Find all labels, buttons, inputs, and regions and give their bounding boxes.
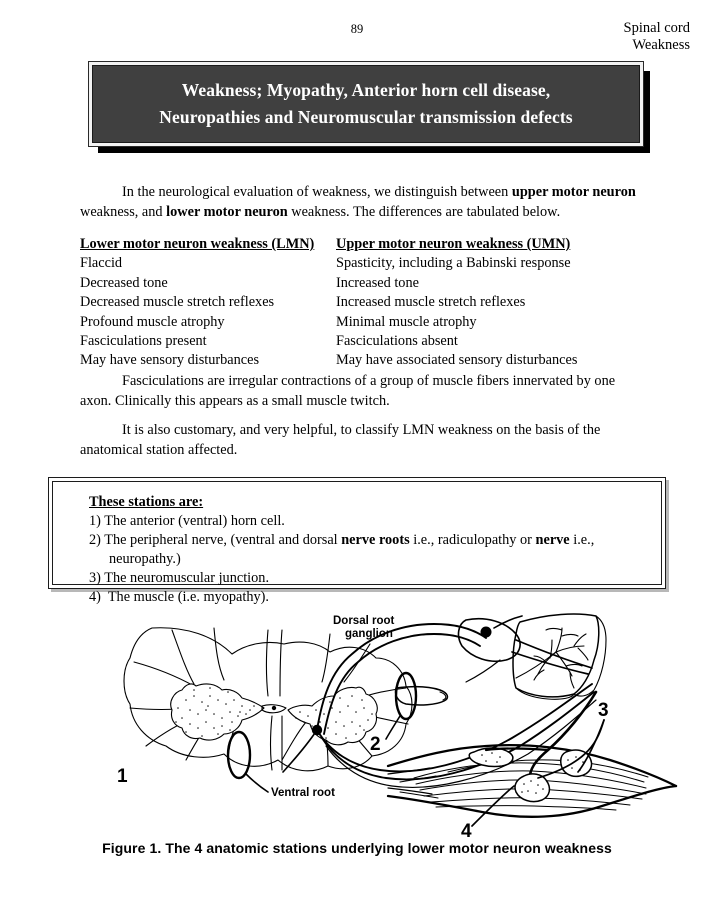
cell-lmn: Decreased tone — [80, 274, 168, 291]
list-text-2: i.e., radiculopathy or — [409, 532, 536, 548]
fasciculations-paragraph-block — [80, 372, 636, 411]
fasciculations-text: Fasciculations are irregular contractions of a group of muscle fibers innervated by one axon. Clinically this appears as a small muscle twitch. — [80, 373, 616, 409]
header-right-block — [624, 20, 690, 54]
list-marker: 2) — [89, 532, 101, 548]
title-line-2: Neuropathies and Neuromuscular transmission defects — [159, 107, 573, 127]
table-row — [80, 274, 640, 293]
list-marker: 4) — [89, 589, 101, 605]
header-title-line2: Weakness — [632, 37, 690, 53]
cell-umn: May have associated sensory disturbances — [336, 352, 578, 369]
stations-callout-inner — [52, 481, 662, 605]
list-bold-nerve: nerve — [535, 532, 570, 548]
cell-lmn: May have sensory disturbances — [80, 352, 260, 369]
table-header-row — [80, 235, 640, 254]
list-text: The neuromuscular junction. — [104, 570, 270, 586]
list-text: The anterior (ventral) horn cell. — [104, 513, 285, 529]
figure-caption: Figure 1. The 4 anatomic stations underlying lower motor neuron weakness — [102, 840, 612, 856]
stations-list-item-continuation — [89, 550, 661, 569]
cell-umn: Fasciculations absent — [336, 333, 458, 350]
page-number: 89 — [350, 22, 364, 36]
label-dorsal-root-line2: ganglion — [345, 628, 393, 640]
cell-lmn: Fasciculations present — [80, 333, 207, 350]
list-text: The peripheral nerve, (ventral and dorsal — [104, 532, 342, 548]
cell-umn: Minimal muscle atrophy — [336, 313, 477, 330]
title-line-1: Weakness; Myopathy, Anterior horn cell disease, — [181, 80, 551, 100]
label-dorsal-root-line1: Dorsal root — [333, 615, 395, 627]
page-running-head — [0, 20, 714, 62]
ventral-root-marker — [228, 732, 250, 778]
intro-text-1: In the neurological evaluation of weakness, we distinguish between — [122, 184, 512, 200]
cell-lmn: Profound muscle atrophy — [80, 313, 225, 330]
label-station-2: 2 — [370, 734, 381, 755]
header-title-line1: Spinal cord — [623, 20, 690, 36]
label-station-1: 1 — [117, 766, 128, 787]
anatomy-figure — [0, 600, 714, 870]
stations-title: These stations are: — [89, 494, 204, 510]
classify-text: It is also customary, and very helpful, to classify LMN weakness on the basis of the anatomical station affected. — [80, 422, 601, 458]
cell-lmn: Flaccid — [80, 255, 123, 272]
classify-paragraph-block — [80, 421, 636, 460]
stations-list-item — [89, 531, 661, 550]
table-row — [80, 254, 640, 273]
intro-bold-umn: upper motor neuron — [511, 184, 636, 200]
cell-umn: Spasticity, including a Babinski response — [336, 255, 571, 272]
intro-paragraph-block — [80, 183, 636, 222]
title-banner — [88, 61, 648, 151]
label-station-3: 3 — [598, 700, 609, 721]
cell-umn: Increased muscle stretch reflexes — [336, 294, 526, 311]
lmn-umn-comparison-table — [80, 235, 640, 371]
nerve-trunk-marker — [396, 673, 416, 719]
stations-list-item — [89, 569, 661, 588]
table-row — [80, 332, 640, 351]
column-header-umn: Upper motor neuron weakness (UMN) — [336, 236, 571, 252]
stations-callout-box — [48, 477, 666, 605]
fasciculations-paragraph — [80, 372, 636, 411]
anatomy-figure-svg — [0, 600, 714, 870]
nerve-bundle — [395, 687, 447, 705]
intro-text-2: weakness, and — [80, 203, 167, 220]
spinal-cord-cross-section — [124, 628, 412, 771]
list-marker: 1) — [89, 513, 101, 529]
list-bold-nerve-roots: nerve roots — [341, 532, 410, 548]
stations-list-item — [89, 512, 661, 531]
dorsal-root-ganglion-dot — [481, 627, 492, 638]
leader-line-1 — [283, 730, 317, 772]
list-marker: 3) — [89, 570, 101, 586]
table-row — [80, 313, 640, 332]
label-ventral-root: Ventral root — [271, 787, 335, 799]
intro-bold-lmn: lower motor neuron — [166, 203, 288, 220]
classify-paragraph — [80, 421, 636, 460]
list-text: neuropathy.) — [109, 551, 181, 567]
cell-lmn: Decreased muscle stretch reflexes — [80, 294, 275, 311]
list-text-3: i.e., — [569, 532, 595, 548]
list-text: The muscle (i.e. myopathy). — [104, 589, 270, 605]
leader-line-ventral-root — [246, 774, 268, 792]
intro-paragraph — [80, 183, 636, 222]
table-row — [80, 293, 640, 312]
cell-umn: Increased tone — [336, 274, 419, 291]
label-station-4: 4 — [461, 821, 472, 842]
title-banner-frame — [88, 61, 644, 147]
intro-text-3: weakness. The differences are tabulated below. — [287, 203, 561, 220]
table-row — [80, 351, 640, 370]
title-banner-body — [92, 65, 640, 143]
column-header-lmn: Lower motor neuron weakness (LMN) — [80, 236, 315, 252]
